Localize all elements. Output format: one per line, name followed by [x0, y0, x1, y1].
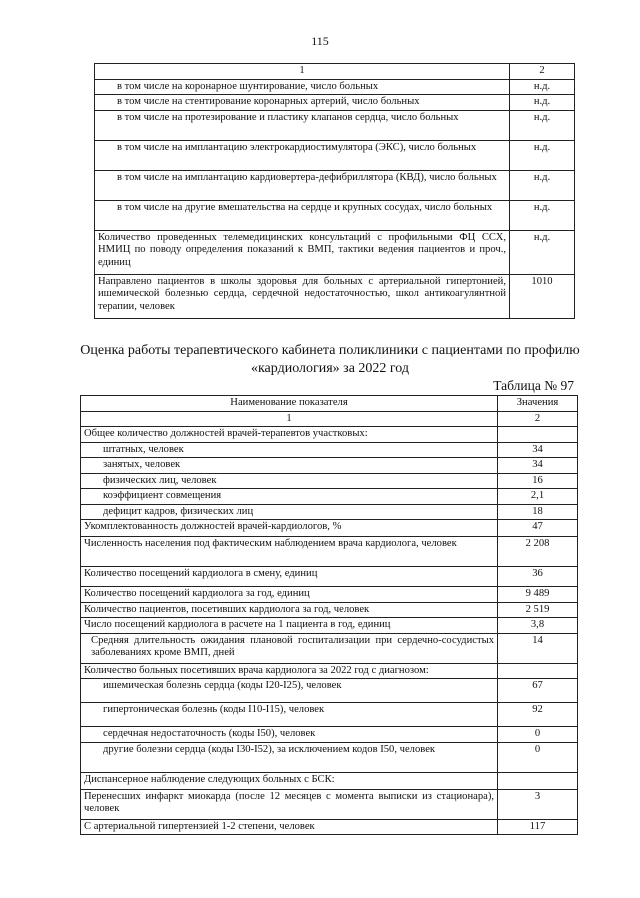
- row-value: 1010: [510, 274, 575, 318]
- table-row: [81, 679, 578, 703]
- row-label: Диспансерное наблюдение следующих больных с БСК:: [81, 772, 498, 789]
- row-label: гипертоническая болезнь (коды I10-I15), человек: [81, 703, 498, 727]
- row-label: Общее количество должностей врачей-терапевтов участковых:: [81, 427, 498, 443]
- row-value: н.д.: [510, 200, 575, 230]
- table-row: [81, 742, 578, 772]
- table-row: [81, 520, 578, 537]
- row-value: 34: [498, 442, 578, 458]
- table-row: [95, 95, 575, 111]
- row-label: сердечная недостаточность (коды I50), человек: [81, 727, 498, 743]
- row-value: 0: [498, 727, 578, 743]
- row-value: 47: [498, 520, 578, 537]
- row-value: [498, 772, 578, 789]
- row-value: 2,1: [498, 489, 578, 505]
- table-row: [81, 537, 578, 567]
- table-header-row: [95, 64, 575, 80]
- table-row: [81, 618, 578, 634]
- row-value: 117: [498, 819, 578, 835]
- section-title: Оценка работы терапевтического кабинета поликлиники с пациентами по профилю «кардиология» за 2022 год: [80, 343, 580, 377]
- values-header: Значения: [498, 396, 578, 412]
- column-number-1: 1: [95, 64, 510, 80]
- row-label: в том числе на протезирование и пластику клапанов сердца, число больных: [95, 110, 510, 140]
- row-label: Количество пациентов, посетивших кардиолога за год, человек: [81, 602, 498, 618]
- table-row: [81, 427, 578, 443]
- row-label: занятых, человек: [81, 458, 498, 474]
- row-value: н.д.: [510, 95, 575, 111]
- row-value: 2 208: [498, 537, 578, 567]
- table-row: [81, 458, 578, 474]
- row-value: 34: [498, 458, 578, 474]
- table-row: [81, 663, 578, 679]
- row-value: 3: [498, 789, 578, 819]
- row-label: штатных, человек: [81, 442, 498, 458]
- column-number-2: 2: [510, 64, 575, 80]
- table-row: [95, 274, 575, 318]
- row-value: [498, 663, 578, 679]
- row-label: С артериальной гипертензией 1-2 степени, человек: [81, 819, 498, 835]
- row-value: н.д.: [510, 230, 575, 274]
- table-row: [81, 442, 578, 458]
- row-label: Количество больных посетивших врача кардиолога за 2022 год с диагнозом:: [81, 663, 498, 679]
- row-value: 18: [498, 504, 578, 520]
- table-row: [81, 703, 578, 727]
- table-row: [81, 602, 578, 618]
- row-label: коэффициент совмещения: [81, 489, 498, 505]
- row-value: 67: [498, 679, 578, 703]
- table-row: [95, 170, 575, 200]
- table-row: [81, 819, 578, 835]
- row-label: в том числе на другие вмешательства на сердце и крупных сосудах, число больных: [95, 200, 510, 230]
- table-row: [81, 587, 578, 603]
- row-label: в том числе на стентирование коронарных артерий, число больных: [95, 95, 510, 111]
- table-row: [81, 789, 578, 819]
- table-row: [95, 200, 575, 230]
- table-row: [81, 727, 578, 743]
- row-label: дефицит кадров, физических лиц: [81, 504, 498, 520]
- table-row: [81, 489, 578, 505]
- column-number-1: 1: [81, 411, 498, 427]
- table-row: [81, 567, 578, 587]
- row-value: н.д.: [510, 140, 575, 170]
- row-label: в том числе на имплантацию электрокардиостимулятора (ЭКС), число больных: [95, 140, 510, 170]
- table-number-label: Таблица № 97: [493, 378, 574, 393]
- row-value: 14: [498, 633, 578, 663]
- row-label: в том числе на имплантацию кардиовертера-дефибриллятора (КВД), число больных: [95, 170, 510, 200]
- column-number-2: 2: [498, 411, 578, 427]
- row-label: в том числе на коронарное шунтирование, число больных: [95, 79, 510, 95]
- row-value: 0: [498, 742, 578, 772]
- row-value: 2 519: [498, 602, 578, 618]
- page-number: 115: [311, 34, 329, 48]
- row-value: н.д.: [510, 170, 575, 200]
- row-label: Средняя длительность ожидания плановой госпитализации при сердечно-сосудистых заболеваниях кроме ВМП, дней: [81, 633, 498, 663]
- row-value: 92: [498, 703, 578, 727]
- row-value: 9 489: [498, 587, 578, 603]
- table-row: [95, 79, 575, 95]
- row-label: Количество проведенных телемедицинских консультаций с профильными ФЦ ССХ, НМИЦ по поводу определения показаний к ВМП, тактики ведения пациентов и проч., единиц: [95, 230, 510, 274]
- indicator-name-header: Наименование показателя: [81, 396, 498, 412]
- row-label: Укомплектованность должностей врачей-кардиологов, %: [81, 520, 498, 537]
- table-row: [95, 110, 575, 140]
- row-label: Перенесших инфаркт миокарда (после 12 месяцев с момента выписки из стационара), человек: [81, 789, 498, 819]
- cardiology-assessment-table: [80, 395, 578, 835]
- row-label: Количество посещений кардиолога в смену, единиц: [81, 567, 498, 587]
- column-number-row: [81, 411, 578, 427]
- table-row: [81, 473, 578, 489]
- table-row: [95, 140, 575, 170]
- row-label: другие болезни сердца (коды I30-I52), за исключением кодов I50, человек: [81, 742, 498, 772]
- continuation-table: [94, 63, 575, 319]
- row-value: н.д.: [510, 79, 575, 95]
- row-label: ишемическая болезнь сердца (коды I20-I25), человек: [81, 679, 498, 703]
- row-value: н.д.: [510, 110, 575, 140]
- row-label: Число посещений кардиолога в расчете на 1 пациента в год, единиц: [81, 618, 498, 634]
- row-label: Направлено пациентов в школы здоровья для больных с артериальной гипертонией, ишемической болезнью сердца, сердечной недостаточностью, школ антикоагулянтной терапии, человек: [95, 274, 510, 318]
- table-header-row: [81, 396, 578, 412]
- row-value: 36: [498, 567, 578, 587]
- table-row: [81, 633, 578, 663]
- table-row: [95, 230, 575, 274]
- table-row: [81, 504, 578, 520]
- row-label: физических лиц, человек: [81, 473, 498, 489]
- table-row: [81, 772, 578, 789]
- row-value: 16: [498, 473, 578, 489]
- row-label: Численность населения под фактическим наблюдением врача кардиолога, человек: [81, 537, 498, 567]
- row-label: Количество посещений кардиолога за год, единиц: [81, 587, 498, 603]
- row-value: 3,8: [498, 618, 578, 634]
- row-value: [498, 427, 578, 443]
